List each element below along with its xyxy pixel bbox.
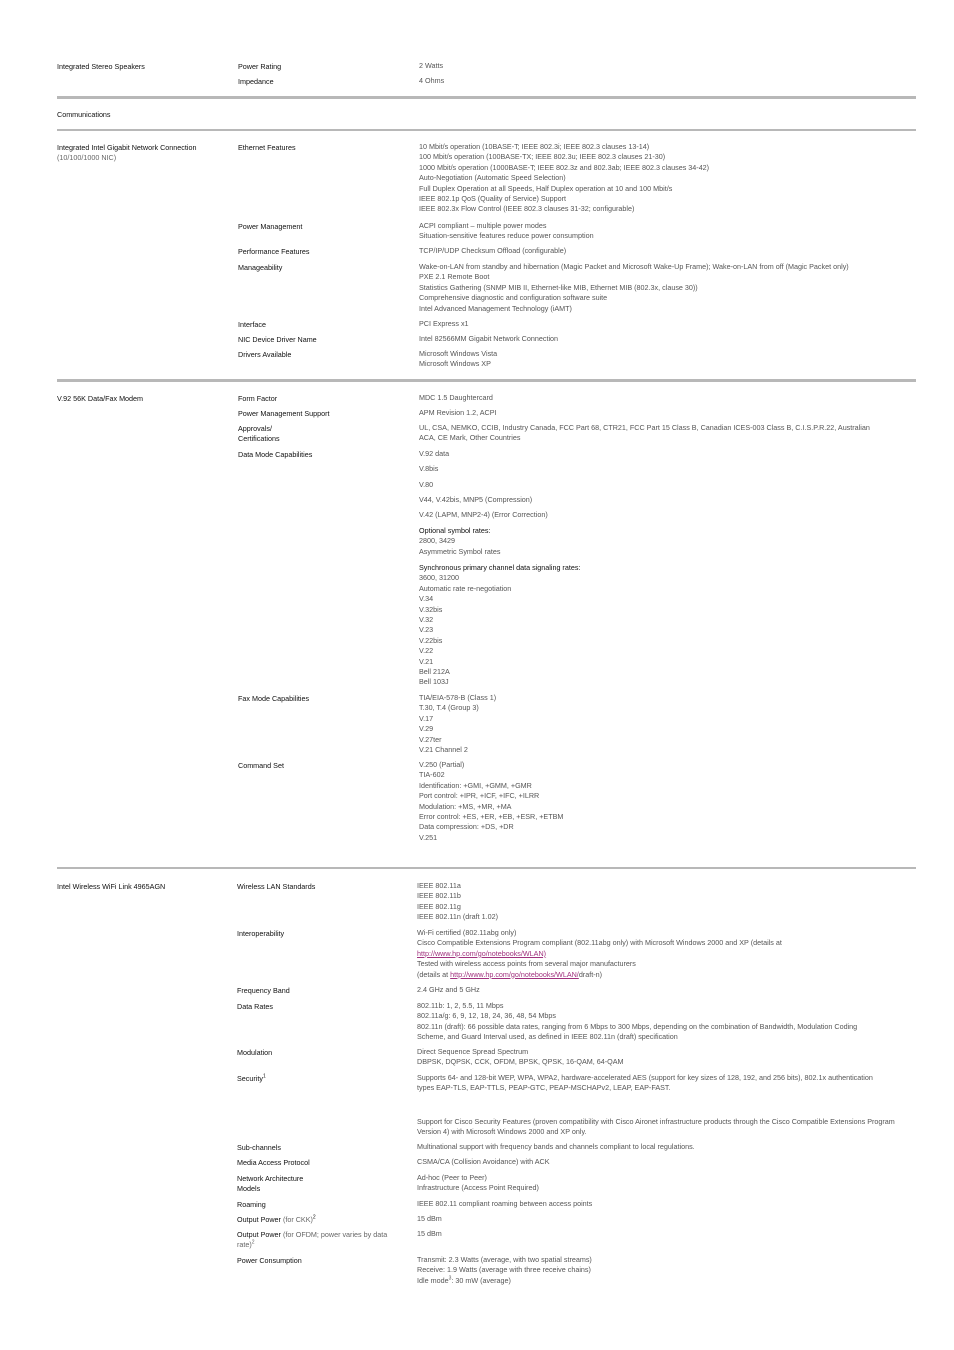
value-drivers-2: Microsoft Windows XP: [419, 359, 491, 369]
footnote-marker: 3: [448, 1275, 452, 1282]
value-ethernet-6: IEEE 802.1p QoS (Quality of Service) Support: [419, 194, 567, 203]
value-consumption-3: [417, 1276, 511, 1286]
value-rates-2: 802.11a/g: 6, 9, 12, 18, 24, 36, 48, 54 Mbps: [417, 1011, 556, 1021]
value-rates-3: 802.11n (draft): 66 possible data rates, ranging from 6 Mbps to 300 Mbps, depending on the combination of Bandwidth, Modulation Coding: [417, 1021, 858, 1031]
output-power-ofdm-text: Output Power: [237, 1230, 281, 1239]
label-power-consumption: Power Consumption: [237, 1256, 302, 1265]
value-command-2: TIA-602: [419, 770, 445, 780]
value-rates-4: Scheme, and Guard Interval used, as defined in IEEE 802.11n (draft) specification: [417, 1032, 678, 1042]
value-sync-rates-3: V.34: [419, 594, 434, 604]
label-ethernet-features: Ethernet Features: [238, 143, 296, 152]
value-standard-2: IEEE 802.11b: [417, 891, 461, 901]
value-ethernet-4: Auto-Negotiation (Automatic Speed Selection): [419, 173, 566, 183]
value-manageability-2: PXE 2.1 Remote Boot: [419, 272, 490, 282]
value-modulation-1: Direct Sequence Spread Spectrum: [417, 1047, 529, 1056]
value-interop-4: Tested with wireless access points from several major manufacturers: [417, 959, 636, 969]
value-data-mode-1: V.92 data: [419, 449, 450, 458]
value-data-mode-2: V.8bis: [419, 464, 439, 473]
value-approvals-1: UL, CSA, NEMKO, CCIB, Industry Canada, FCC Part 68, CTR21, FCC Part 15 Class B, Canadian ICES-003 Class B, C.I.S.P.R.22, Australian: [419, 423, 870, 432]
value-optional-rates-2: Asymmetric Symbol rates: [419, 546, 501, 556]
label-fax-mode: Fax Mode Capabilities: [238, 694, 310, 703]
value-fax-3: V.17: [419, 713, 434, 723]
value-data-mode-3: V.80: [419, 480, 434, 489]
value-fax-4: V.29: [419, 724, 434, 734]
value-drivers-1: Microsoft Windows Vista: [419, 349, 498, 358]
heading-communications: Communications: [57, 110, 111, 119]
label-nic-driver-name: NIC Device Driver Name: [238, 335, 317, 344]
value-command-1: V.250 (Partial): [419, 760, 465, 769]
value-command-3: Identification: +GMI, +GMM, +GMR: [419, 780, 532, 790]
label-manageability: Manageability: [238, 263, 283, 272]
label-frequency-band: Frequency Band: [237, 986, 290, 995]
label-models: Models: [237, 1184, 261, 1194]
wlan-link[interactable]: http://www.hp.com/go/notebooks/WLAN): [417, 948, 547, 958]
heading-optional-rates: Optional symbol rates:: [419, 526, 491, 535]
footnote-marker: 2: [251, 1240, 255, 1246]
label-modulation: Modulation: [237, 1048, 273, 1057]
label-security: [237, 1074, 266, 1084]
value-power-management-2: Situation-sensitive features reduce power consumption: [419, 231, 594, 241]
label-power-management: Power Management: [238, 222, 303, 231]
value-fax-6: V.21 Channel 2: [419, 745, 468, 754]
value-sync-rates-5: V.32: [419, 615, 434, 624]
section-nic-subtitle: (10/100/1000 NIC): [57, 153, 117, 162]
label-media-access: Media Access Protocol: [237, 1158, 310, 1167]
label-wlan-standards: Wireless LAN Standards: [237, 882, 316, 891]
label-interoperability: Interoperability: [237, 929, 285, 938]
value-manageability-4: Comprehensive diagnostic and configuration software suite: [419, 293, 608, 303]
value-pm-support: APM Revision 1.2, ACPI: [419, 408, 497, 417]
footnote-marker: 2: [312, 1214, 316, 1221]
label-sub-channels: Sub-channels: [237, 1143, 281, 1152]
value-sync-rates-4: V.32bis: [419, 604, 443, 614]
value-ethernet-5: Full Duplex Operation at all Speeds, Half Duplex operation at 10 and 100 Mbit/s: [419, 183, 673, 193]
value-command-8: V.251: [419, 832, 438, 842]
value-form-factor: MDC 1.5 Daughtercard: [419, 393, 493, 402]
value-media-access: CSMA/CA (Collision Avoidance) with ACK: [417, 1157, 550, 1166]
value-command-6: Error control: +ES, +ER, +EB, +ESR, +ETBM: [419, 812, 564, 821]
value-fax-5: V.27ter: [419, 734, 442, 744]
value-data-mode-4: V44, V.42bis, MNP5 (Compression): [419, 495, 533, 504]
wlan-draft-n-link[interactable]: http://www.hp.com/go/notebooks/WLAN/: [450, 969, 579, 979]
value-sync-rates-7: V.22bis: [419, 635, 443, 645]
label-form-factor: Form Factor: [238, 394, 278, 403]
value-security-1: Supports 64- and 128-bit WEP, WPA, WPA2, hardware-accelerated AES (support for key sizes of 128, 192, and 256 bits), 802.1x authentication: [417, 1073, 873, 1082]
interop-details-suffix: draft-n): [578, 969, 602, 979]
label-output-power-ofdm-line2: [237, 1240, 255, 1250]
idle-mode-value: : 30 mW (average): [451, 1275, 511, 1285]
label-output-power-cck: [237, 1215, 316, 1225]
label-power-rating: Power Rating: [238, 62, 282, 71]
value-manageability-1: Wake-on-LAN from standby and hibernation (Magic Packet and Microsoft Wake-Up Frame); Wake-on-LAN from off (Magic Packet only): [419, 262, 849, 271]
value-command-7: Data compression: +DS, +DR: [419, 822, 514, 832]
value-fax-1: TIA/EIA-578-B (Class 1): [419, 693, 497, 702]
value-security-3: Support for Cisco Security Features (proven compatibility with Cisco Aironet infrastructure products through the Cisco Compatible Extensions Program: [417, 1117, 895, 1126]
value-standard-1: IEEE 802.11a: [417, 881, 461, 890]
value-ethernet-2: 100 Mbit/s operation (100BASE-TX; IEEE 802.3u; IEEE 802.3 clauses 21-30): [419, 152, 666, 162]
value-net-arch-1: Ad-hoc (Peer to Peer): [417, 1173, 487, 1182]
value-interface: PCI Express x1: [419, 319, 469, 328]
label-impedance: Impedance: [238, 77, 274, 86]
value-sync-rates-2: Automatic rate re-negotiation: [419, 583, 512, 593]
heading-sync-rates: Synchronous primary channel data signaling rates:: [419, 563, 581, 572]
value-sync-rates-11: Bell 103J: [419, 677, 449, 687]
label-approvals: Approvals/: [238, 424, 272, 433]
divider: [57, 96, 916, 99]
value-sub-channels: Multinational support with frequency bands and channels compliant to local regulations.: [417, 1142, 695, 1151]
label-roaming: Roaming: [237, 1200, 266, 1209]
divider: [57, 379, 916, 382]
value-interop-link-line: [417, 949, 546, 959]
value-sync-rates-8: V.22: [419, 646, 434, 656]
value-interop-5: [417, 970, 602, 980]
section-nic: Integrated Intel Gigabit Network Connection: [57, 143, 197, 152]
section-wifi: Intel Wireless WiFi Link 4965AGN: [57, 882, 166, 891]
value-modulation-2: DBPSK, DQPSK, CCK, OFDM, BPSK, QPSK, 16-QAM, 64-QAM: [417, 1057, 624, 1067]
label-data-rates: Data Rates: [237, 1002, 273, 1011]
value-interop-1: Wi-Fi certified (802.11abg only): [417, 928, 517, 937]
value-output-power-ofdm: 15 dBm: [417, 1229, 442, 1238]
value-sync-rates-6: V.23: [419, 625, 434, 635]
value-data-mode-5: V.42 (LAPM, MNP2-4) (Error Correction): [419, 510, 548, 519]
value-net-arch-2: Infrastructure (Access Point Required): [417, 1183, 539, 1193]
value-sync-rates-1: 3600, 31200: [419, 573, 459, 583]
value-output-power-cck: 15 dBm: [417, 1214, 442, 1223]
value-optional-rates-1: 2800, 3429: [419, 536, 455, 546]
divider: [57, 867, 916, 869]
value-power-rating: 2 Watts: [419, 61, 444, 70]
value-security-4: Version 4) with Microsoft Windows 2000 and XP only.: [417, 1127, 587, 1137]
value-fax-2: T.30, T.4 (Group 3): [419, 703, 479, 713]
label-drivers-available: Drivers Available: [238, 350, 292, 359]
value-sync-rates-9: V.21: [419, 656, 434, 666]
output-power-cck-note: (for CKK): [280, 1215, 313, 1224]
value-power-management-1: ACPI compliant – multiple power modes: [419, 221, 547, 230]
value-standard-4: IEEE 802.11n (draft 1.02): [417, 912, 498, 922]
value-consumption-2: Receive: 1.9 Watts (average with three receive chains): [417, 1265, 591, 1275]
divider: [57, 129, 916, 131]
footnote-marker: 1: [262, 1073, 266, 1080]
value-approvals-2: ACA, CE Mark, Other Countries: [419, 433, 521, 443]
value-consumption-1: Transmit: 2.3 Watts (average, with two spatial streams): [417, 1255, 592, 1264]
label-command-set: Command Set: [238, 761, 284, 770]
label-performance-features: Performance Features: [238, 247, 310, 256]
value-roaming: IEEE 802.11 compliant roaming between access points: [417, 1199, 593, 1208]
value-ethernet-7: IEEE 802.3x Flow Control (IEEE 802.3 clauses 31-32; configurable): [419, 204, 635, 214]
value-ethernet-3: 1000 Mbit/s operation (1000BASE-T; IEEE 802.3z and 802.3ab; IEEE 802.3 clauses 34-42): [419, 162, 710, 172]
label-network-architecture: Network Architecture: [237, 1174, 304, 1183]
label-pm-support: Power Management Support: [238, 409, 330, 418]
value-nic-driver-name: Intel 82566MM Gigabit Network Connection: [419, 334, 559, 343]
output-power-cck-text: Output Power: [237, 1215, 281, 1224]
section-modem: V.92 56K Data/Fax Modem: [57, 394, 144, 403]
label-data-mode: Data Mode Capabilities: [238, 450, 313, 459]
label-output-power-ofdm: [237, 1230, 387, 1240]
section-speakers: Integrated Stereo Speakers: [57, 62, 145, 71]
value-command-5: Modulation: +MS, +MR, +MA: [419, 801, 512, 811]
output-power-ofdm-note-2: rate): [237, 1240, 252, 1250]
value-ethernet-1: 10 Mbit/s operation (10BASE-T; IEEE 802.3i; IEEE 802.3 clauses 13-14): [419, 142, 650, 151]
idle-mode-text: Idle mode: [417, 1275, 449, 1285]
value-command-4: Port control: +IPR, +ICF, +IFC, +ILRR: [419, 791, 540, 801]
value-impedance: 4 Ohms: [419, 76, 445, 85]
interop-details-prefix: (details at: [417, 969, 451, 979]
value-security-2: types EAP-TLS, EAP-TTLS, PEAP-GTC, PEAP-MSCHAPv2, LEAP, EAP-FAST.: [417, 1083, 671, 1093]
value-manageability-3: Statistics Gathering (SNMP MIB II, Ethernet-like MIB, Ethernet MIB (802.3x, clause 30)): [419, 282, 698, 292]
value-sync-rates-10: Bell 212A: [419, 667, 450, 676]
value-interop-2: Cisco Compatible Extensions Program compliant (802.11abg only) with Microsoft Windows 2000 and XP (details at: [417, 938, 782, 948]
output-power-ofdm-note: (for OFDM; power varies by data: [280, 1230, 388, 1239]
value-standard-3: IEEE 802.11g: [417, 901, 461, 911]
security-label-text: Security: [237, 1074, 263, 1083]
value-performance-features: TCP/IP/UDP Checksum Offload (configurable): [419, 246, 567, 255]
value-manageability-5: Intel Advanced Management Technology (iAMT): [419, 303, 572, 313]
label-certifications: Certifications: [238, 434, 280, 444]
value-rates-1: 802.11b: 1, 2, 5.5, 11 Mbps: [417, 1001, 504, 1010]
value-frequency-band: 2.4 GHz and 5 GHz: [417, 985, 480, 994]
label-interface: Interface: [238, 320, 266, 329]
